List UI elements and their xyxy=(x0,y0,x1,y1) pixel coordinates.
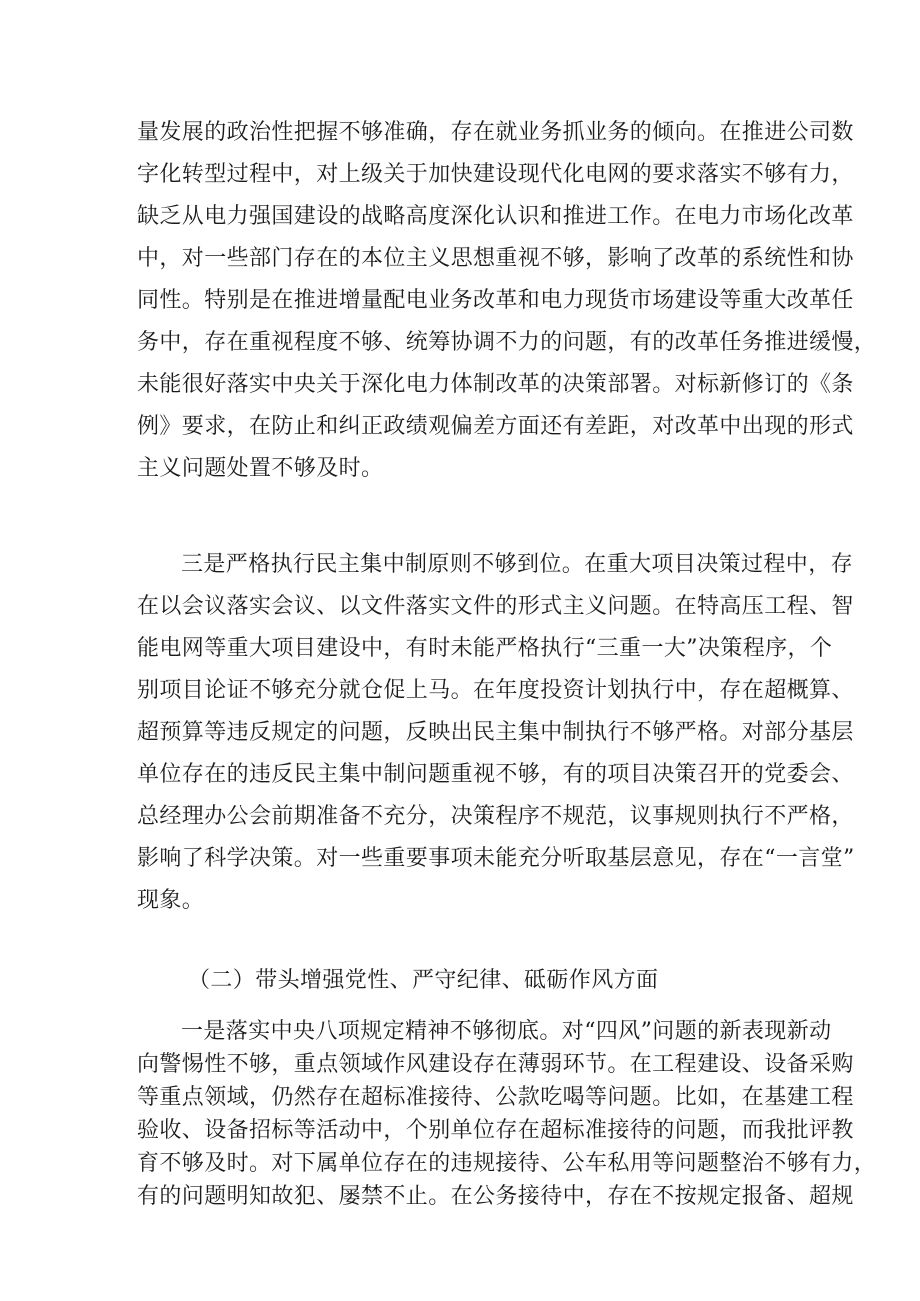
paragraph-continued xyxy=(137,112,877,490)
paragraph-democratic-centralism xyxy=(137,544,855,922)
text-line: 育不够及时。对下属单位存在的违规接待、公车私用等问题整治不够有力， xyxy=(137,1151,877,1176)
text-line: 有的问题明知故犯、屡禁不止。在公务接待中，存在不按规定报备、超规 xyxy=(137,1184,854,1209)
text-line: 超预算等违反规定的问题，反映出民主集中制执行不够严格。对部分基层 xyxy=(137,720,854,745)
section-heading-text: （二）带头增强党性、严守纪律、砥砺作风方面 xyxy=(188,968,659,993)
text-line: 一是落实中央八项规定精神不够彻底。对“四风”问题的新表现新动 xyxy=(181,1019,832,1044)
text-line: 字化转型过程中，对上级关于加快建设现代化电网的要求落实不够有力， xyxy=(137,162,854,187)
text-line: 量发展的政治性把握不够准确，存在就业务抓业务的倾向。在推进公司数 xyxy=(137,120,854,145)
text-line: 现象。 xyxy=(137,888,205,913)
text-line: 验收、设备招标等活动中，个别单位存在超标准接待的问题，而我批评教 xyxy=(137,1118,854,1143)
text-line: 总经理办公会前期准备不充分，决策程序不规范，议事规则执行不严格， xyxy=(137,804,854,829)
text-line: 在以会议落实会议、以文件落实文件的形式主义问题。在特高压工程、智 xyxy=(137,594,854,619)
text-line: 影响了科学决策。对一些重要事项未能充分听取基层意见，存在“一言堂” xyxy=(137,846,855,871)
paragraph-eight-point-rules xyxy=(137,1015,877,1213)
text-line: 未能很好落实中央关于深化电力体制改革的决策部署。对标新修订的《条 xyxy=(137,372,854,397)
text-line: 缺乏从电力强国建设的战略高度深化认识和推进工作。在电力市场化改革 xyxy=(137,204,854,229)
text-line: 同性。特别是在推进增量配电业务改革和电力现货市场建设等重大改革任 xyxy=(137,288,854,313)
text-line: 能电网等重大项目建设中，有时未能严格执行“三重一大”决策程序，个 xyxy=(137,636,833,661)
section-heading xyxy=(188,961,788,1003)
text-line: 主义问题处置不够及时。 xyxy=(137,456,384,481)
text-line: 向警惕性不够，重点领域作风建设存在薄弱环节。在工程建设、设备采购 xyxy=(137,1052,854,1077)
text-line: 单位存在的违反民主集中制问题重视不够，有的项目决策召开的党委会、 xyxy=(137,762,854,787)
text-line: 例》要求，在防止和纠正政绩观偏差方面还有差距，对改革中出现的形式 xyxy=(137,414,854,439)
text-line: 三是严格执行民主集中制原则不够到位。在重大项目决策过程中，存 xyxy=(181,552,854,577)
text-line: 中，对一些部门存在的本位主义思想重视不够，影响了改革的系统性和协 xyxy=(137,246,854,271)
text-line: 务中，存在重视程度不够、统筹协调不力的问题，有的改革任务推进缓慢， xyxy=(137,330,877,355)
text-line: 别项目论证不够充分就仓促上马。在年度投资计划执行中，存在超概算、 xyxy=(137,678,854,703)
text-line: 等重点领域，仍然存在超标准接待、公款吃喝等问题。比如，在基建工程 xyxy=(137,1085,854,1110)
